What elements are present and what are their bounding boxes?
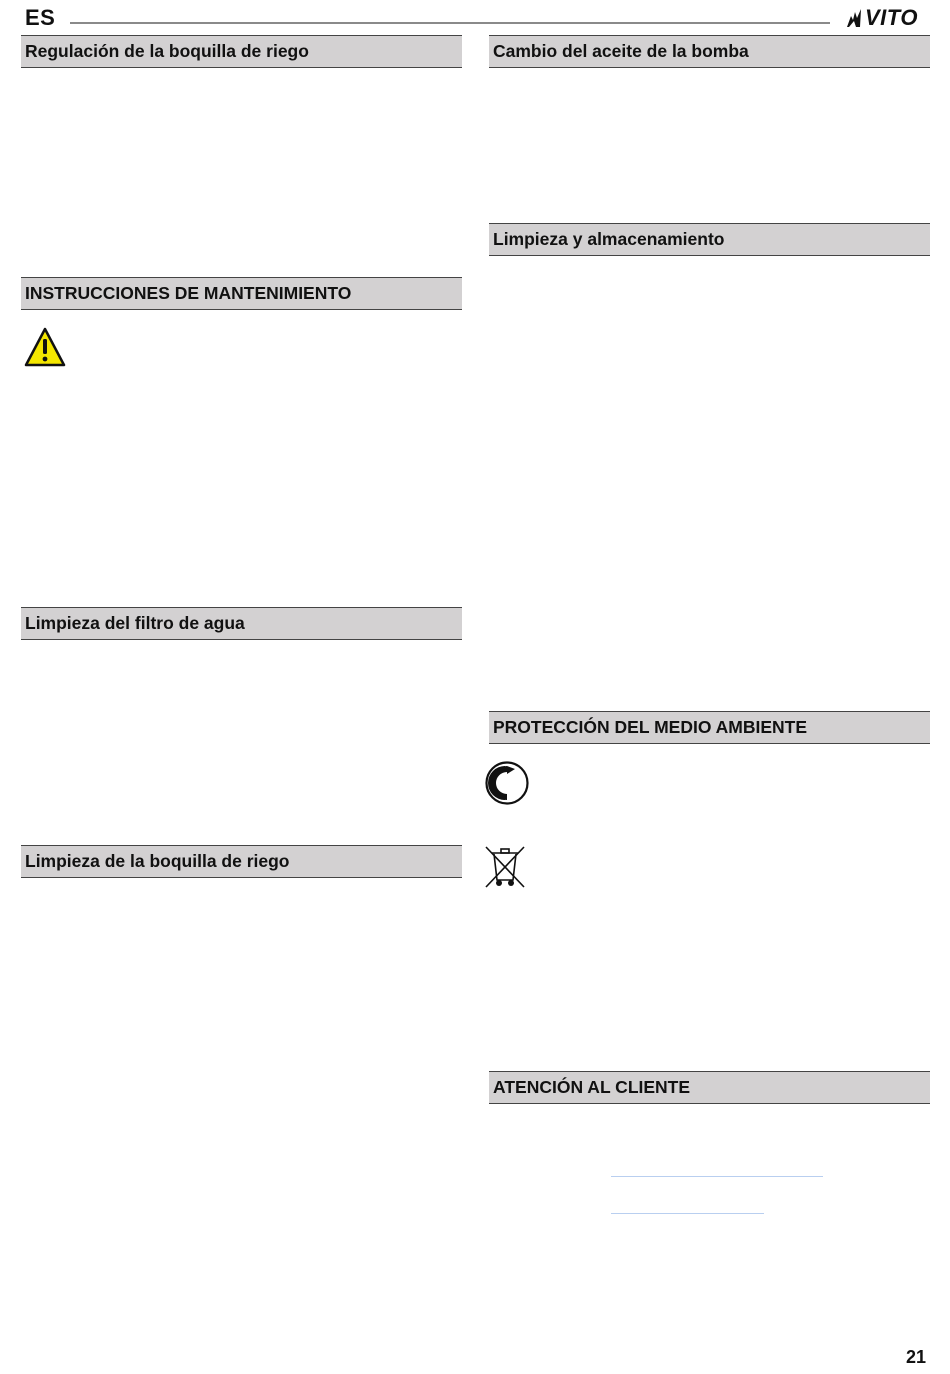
section-header-customer-service: ATENCIÓN AL CLIENTE <box>489 1071 930 1104</box>
flame-icon <box>845 8 863 28</box>
section-header-pump-oil: Cambio del aceite de la bomba <box>489 35 930 68</box>
language-code: ES <box>25 5 56 30</box>
green-dot-recycle-icon <box>485 761 529 805</box>
header-divider <box>70 22 830 24</box>
section-header-nozzle-adjustment: Regulación de la boquilla de riego <box>21 35 462 68</box>
section-header-environment: PROTECCIÓN DEL MEDIO AMBIENTE <box>489 711 930 744</box>
crossed-out-bin-icon <box>483 844 527 890</box>
section-header-water-filter: Limpieza del filtro de agua <box>21 607 462 640</box>
section-header-cleaning-storage: Limpieza y almacenamiento <box>489 223 930 256</box>
section-header-nozzle-cleaning: Limpieza de la boquilla de riego <box>21 845 462 878</box>
brand-logo <box>845 5 930 31</box>
page-number: 21 <box>905 1347 926 1367</box>
email-link-underline[interactable] <box>611 1213 764 1214</box>
section-header-maintenance: INSTRUCCIONES DE MANTENIMIENTO <box>21 277 462 310</box>
warning-triangle-icon <box>24 327 66 367</box>
website-link-underline[interactable] <box>611 1176 823 1177</box>
brand-name: VITO <box>865 5 918 30</box>
